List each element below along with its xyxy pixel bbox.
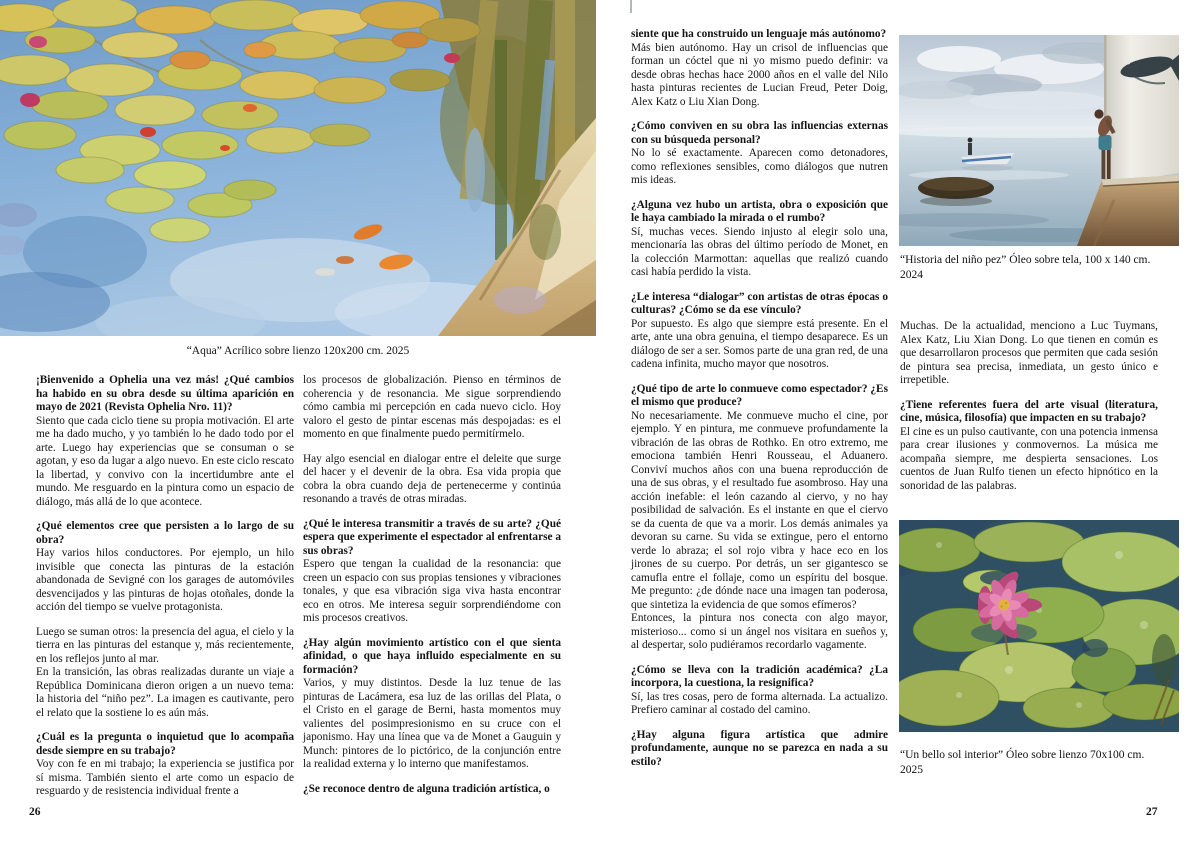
painting-sol-interior [899, 520, 1179, 732]
caption-nino-pez [900, 253, 1164, 283]
interview-answer: Hay algo esencial en dialogar entre el deleite que surge del hacer y el devenir de la obra. Esa vida propia que cobra la obra cuando deja de pertenecerme y continúa resonando a través de otras miradas. [303, 452, 561, 505]
interview-answer: Voy con fe en mi trabajo; la experiencia se justifica por sí misma. También siento el arte como un espacio de resguardo y de resistencia individual frente a [36, 758, 294, 797]
interview-question: ¿Qué le interesa transmitir a través de su arte? ¿Qué espera que experimente el espectador al enfrentarse a sus obras? [303, 517, 561, 557]
interview-question: ¿Cómo se lleva con la tradición académica? ¿La incorpora, la cuestiona, la resignifica? [631, 663, 888, 689]
interview-question: ¿Cómo conviven en su obra las influencias externas con su búsqueda personal? [631, 120, 888, 146]
caption-aqua: “Aqua” Acrílico sobre lienzo 120x200 cm. 2025 [186, 345, 410, 357]
text-column-2 [303, 374, 561, 796]
interview-answer: Muchas. De la actualidad, menciono a Luc Tuymans, Alex Katz, Liu Xian Dong. Lo que tienen en común es que desarrollaron procesos que permiten que cada sesión de pintura sea precisa, inmediata, un gesto único e irrepetible. [900, 320, 1158, 386]
painting-nino-pez-art [899, 35, 1179, 246]
interview-question: ¿Qué elementos cree que persisten a lo largo de su obra? [36, 520, 294, 546]
caption-nino-pez-line1: “Historia del niño pez” Óleo sobre tela, 100 x 140 cm. [900, 254, 1151, 266]
interview-answer: Siento que cada ciclo tiene su propia motivación. El arte me ha dado mucho, y yo también lo he dado todo por el arte. Luego hay experiencias que se consuman o se agotan, y eso da lugar a algo nuevo. En este ciclo rescato la libertad, y convivo con la incertidumbre ante el mundo. Me resguardo en la pintura como un espacio de diálogo, más allá de lo que acontece. [36, 414, 294, 508]
painting-sol-interior-art [899, 520, 1179, 732]
interview-answer: Luego se suman otros: la presencia del agua, el cielo y la tierra en las pinturas del estanque y, más recientemente, en los reflejos junto al mar. [36, 625, 294, 665]
caption-sol-interior-line1: “Un bello sol interior” Óleo sobre lienzo 70x100 cm. [900, 749, 1145, 761]
interview-answer: Hay varios hilos conductores. Por ejemplo, un hilo invisible que conecta las pinturas de la estación abandonada de Sevigné con los garages de automóviles desvencijados y las pinturas de hojas otoñales, donde la acción del tiempo se vuelve protagonista. [36, 547, 294, 613]
interview-answer: Varios, y muy distintos. Desde la luz tenue de las pinturas de Lacámera, esa luz de las orillas del Plata, o el Cristo en el garage de Berni, hasta momentos muy valientes del posimpresionismo en su cruce con el japonismo. Hay una línea que va de Monet a Gauguin y Munch: pintores de lo pictórico, de la conjunción entre la realidad externa y lo interno que manifestamos. [303, 677, 561, 770]
text-column-4 [900, 320, 1158, 493]
caption-sol-interior-year: 2025 [900, 764, 923, 776]
interview-question: ¿Hay algún movimiento artístico con el que sienta afinidad, o que haya influido especialmente en su formación? [303, 636, 561, 676]
interview-answer: Por supuesto. Es algo que siempre está presente. En el arte, ante una obra genuina, el tiempo desaparece. Es un diálogo de ser a ser. Somos parte de una gran red, de una cadena infinita, mucho mayor que nosotros. [631, 317, 888, 370]
page-number-left: 26 [29, 806, 41, 818]
interview-question: ¿Le interesa “dialogar” con artistas de otras épocas o culturas? ¿Cómo se da ese vínculo? [631, 290, 888, 316]
interview-question: ¿Se reconoce dentro de alguna tradición artística, o [303, 782, 550, 795]
page-number-right: 27 [1146, 806, 1158, 818]
interview-answer: Más bien autónomo. Hay un crisol de influencias que forman un cóctel que ni yo mismo puedo definir: va desde obras hechas hace 2000 años en el valle del Nilo hasta pinturas recientes de Lucian Freud, Peter Doig, Alex Katz o Liu Xian Dong. [631, 41, 888, 108]
interview-answer: En la transición, las obras realizadas durante un viaje a República Dominicana dieron origen a un nuevo tema: la historia del “niño pez”. La imagen es cautivante, pero el relato que la sostiene lo es aún más. [36, 666, 294, 719]
painting-aqua [0, 0, 596, 336]
caption-sol-interior [900, 748, 1164, 778]
interview-question: ¿Alguna vez hubo un artista, obra o exposición que le haya cambiado la mirada o el rumbo? [631, 198, 888, 224]
text-column-1 [36, 374, 294, 799]
interview-answer: No necesariamente. Me conmueve mucho el cine, por ejemplo. Y en pintura, me conmueve profundamente la vibración de las obras de Rothko. En otro extremo, me emociona también Henri Rousseau, el Aduanero. Conviví muchos años con una buena reproducción de una de sus obras, y el resultado fue asombroso. Hay una acción inefable: el león cazando al ciervo, y no hay posibilidad de salvación. Es el instante en que el ciervo se da cuenta de que va a morir. Los demás animales ya devoran su carne. Su vida se extingue, pero el entorno verde lo abraza; el sol rojo vibra y hace eco en los jirones de su cuerpo. Por detrás, un ser gigantesco se camufla entre el follaje, como un espíritu del bosque. Me pregunto: ¿de dónde nace una imagen tan poderosa, que sintetiza la evidencia de que somos efímeros? [631, 409, 888, 611]
interview-question: siente que ha construido un lenguaje más autónomo? [631, 28, 887, 40]
interview-question: ¡Bienvenido a Ophelia una vez más! ¿Qué cambios ha habido en su obra desde su última aparición en mayo de 2021 (Revista Ophelia Nro. 11)? [36, 374, 294, 413]
interview-question: ¿Tiene referentes fuera del arte visual (literatura, cine, música, filosofía) que impacten en su trabajo? [900, 398, 1158, 424]
interview-answer: Sí, muchas veces. Siendo injusto al elegir solo una, mencionaría las obras del último período de Monet, en la colección Marmottan: aquellas que realizó cuando casi había perdido la vista. [631, 225, 888, 278]
interview-answer: los procesos de globalización. Pienso en términos de coherencia y de resonancia. Me sigue sorprendiendo cómo cambia mi percepción en cada nuevo ciclo. Hoy valoro el gesto de pintar escenas más despojadas: es el momento en que finalmente puedo permitírmelo. [303, 374, 561, 440]
interview-answer: Espero que tengan la cualidad de la resonancia: que creen un espacio con sus propias tensiones y vibraciones tonales, y que esa vibración siga viva hasta encontrar eco en otros. Me interesa seguir sorprendiéndome con mis procesos creativos. [303, 558, 561, 624]
interview-question: ¿Hay alguna figura artística que admire profundamente, aunque no se parezca en nada a su estilo? [631, 728, 888, 768]
painting-aqua-art [0, 0, 596, 336]
page-fold-mark [630, 0, 632, 13]
text-column-3 [631, 28, 888, 769]
interview-answer: Entonces, la pintura nos conecta con algo mayor, misterioso... como si un ángel nos visitara en sueños y, al despertar, solo pudiéramos recordarlo vagamente. [631, 612, 888, 651]
painting-nino-pez [899, 35, 1179, 246]
interview-answer: Sí, las tres cosas, pero de forma alternada. La actualizo. Prefiero caminar al costado del camino. [631, 690, 888, 716]
caption-nino-pez-year: 2024 [900, 269, 923, 281]
interview-question: ¿Qué tipo de arte lo conmueve como espectador? ¿Es el mismo que produce? [631, 382, 888, 408]
interview-answer: No lo sé exactamente. Aparecen como detonadores, como reflexiones sensibles, como diálogos que nutren mis ideas. [631, 147, 888, 186]
interview-answer: El cine es un pulso cautivante, con una potencia inmensa para crear ilusiones y conmovernos. La música me acompaña siempre, me despierta sensaciones. Los cuentos de Juan Rulfo tienen un efecto hipnótico en la sonoridad de las palabras. [900, 425, 1158, 492]
interview-question: ¿Cuál es la pregunta o inquietud que lo acompaña desde siempre en su trabajo? [36, 731, 294, 757]
